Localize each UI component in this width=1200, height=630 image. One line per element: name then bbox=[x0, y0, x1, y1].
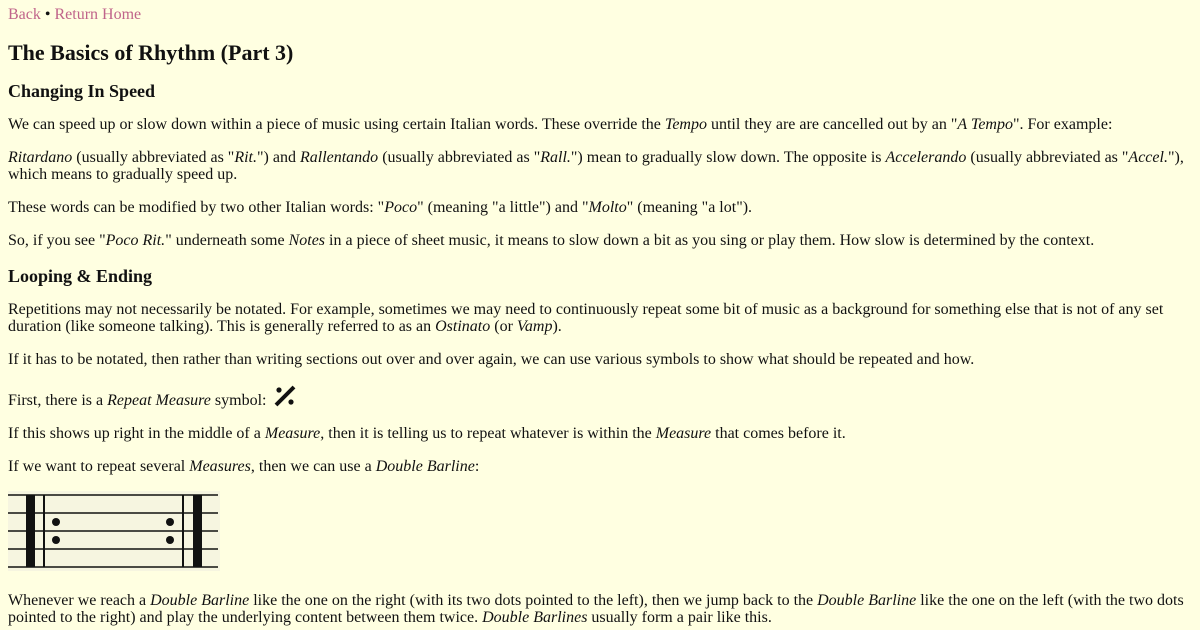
emphasized-term: Double Barline bbox=[150, 592, 250, 609]
emphasized-term: Accel. bbox=[1128, 149, 1168, 166]
paragraph bbox=[8, 232, 1192, 249]
emphasized-term: Notes bbox=[288, 232, 326, 249]
section-heading-changing-speed: Changing In Speed bbox=[8, 81, 156, 101]
text-run: in a piece of sheet music, it means to slow down a bit as you sing or play them. How slow is determined by the context. bbox=[325, 232, 1095, 249]
return-home-link[interactable]: Return Home bbox=[54, 6, 142, 23]
breadcrumb-separator: • bbox=[44, 6, 51, 23]
text-run: like the one on the right (with its two dots pointed to the left), then we jump back to the bbox=[249, 592, 818, 609]
page-title: The Basics of Rhythm (Part 3) bbox=[8, 40, 294, 65]
repeat-measure-icon bbox=[272, 384, 300, 408]
paragraph bbox=[8, 149, 1192, 183]
text-run: " underneath some bbox=[165, 232, 289, 249]
text-run: (usually abbreviated as " bbox=[966, 149, 1129, 166]
text-run: , then it is telling us to repeat whatever is within the bbox=[320, 425, 656, 442]
paragraph bbox=[8, 199, 1192, 216]
emphasized-term: A Tempo bbox=[957, 116, 1013, 133]
text-run: like the one on the left (with the two dots pointed to the right) and play the underlying content between them twice. bbox=[8, 592, 1184, 626]
text-run: that comes before it. bbox=[711, 425, 846, 442]
paragraph bbox=[8, 384, 1192, 409]
text-run: ") mean to gradually slow down. The opposite is bbox=[570, 149, 886, 166]
emphasized-term: Molto bbox=[588, 199, 627, 216]
text-run: First, there is a bbox=[8, 392, 108, 409]
double-barline-diagram bbox=[8, 491, 220, 571]
repeat-measure-sentence bbox=[8, 392, 270, 409]
text-run: ". For example: bbox=[1012, 116, 1113, 133]
text-run: " (meaning "a lot"). bbox=[626, 199, 753, 216]
emphasized-term: Measures bbox=[189, 458, 251, 475]
text-run: ") and bbox=[257, 149, 300, 166]
paragraph bbox=[8, 425, 1192, 442]
emphasized-term: Double Barlines bbox=[482, 609, 588, 626]
emphasized-term: Poco Rit. bbox=[105, 232, 166, 249]
text-run: , then we can use a bbox=[250, 458, 376, 475]
emphasized-term: Double Barline bbox=[817, 592, 917, 609]
section-heading-looping-ending: Looping & Ending bbox=[8, 266, 153, 286]
text-run: If we want to repeat several bbox=[8, 458, 190, 475]
emphasized-term: Poco bbox=[384, 199, 418, 216]
emphasized-term: Measure bbox=[655, 425, 712, 442]
text-run: If this shows up right in the middle of a bbox=[8, 425, 265, 442]
text-run: Whenever we reach a bbox=[8, 592, 151, 609]
paragraph bbox=[8, 458, 1192, 475]
paragraph bbox=[8, 592, 1192, 626]
text-run: ). bbox=[552, 318, 562, 335]
emphasized-term: Measure bbox=[264, 425, 321, 442]
emphasized-term: Repeat Measure bbox=[107, 392, 211, 409]
paragraph bbox=[8, 351, 1192, 368]
text-run: (usually abbreviated as " bbox=[378, 149, 541, 166]
breadcrumb bbox=[8, 5, 1192, 25]
text-run: usually form a pair like this. bbox=[587, 609, 772, 626]
text-run: These words can be modified by two other Italian words: " bbox=[8, 199, 385, 216]
paragraph bbox=[8, 301, 1192, 335]
emphasized-term: Accelerando bbox=[885, 149, 967, 166]
emphasized-term: Rit. bbox=[234, 149, 257, 166]
emphasized-term: Rall. bbox=[540, 149, 571, 166]
emphasized-term: Ostinato bbox=[435, 318, 491, 335]
paragraph bbox=[8, 116, 1192, 133]
emphasized-term: Ritardano bbox=[8, 149, 73, 166]
text-run: symbol: bbox=[210, 392, 271, 409]
text-run: "), which means to gradually speed up. bbox=[8, 149, 1184, 183]
back-link[interactable]: Back bbox=[8, 6, 41, 23]
emphasized-term: Double Barline bbox=[375, 458, 475, 475]
emphasized-term: Rallentando bbox=[299, 149, 379, 166]
text-run: (or bbox=[490, 318, 517, 335]
text-run: : bbox=[474, 458, 480, 475]
text-run: So, if you see " bbox=[8, 232, 106, 249]
text-run: Repetitions may not necessarily be notated. For example, sometimes we may need to continuously repeat some bit of music as a background for something else that is not of any set duration (like someone talking). This is generally referred to as an bbox=[8, 301, 1164, 335]
emphasized-term: Vamp bbox=[516, 318, 553, 335]
text-run: " (meaning "a little") and " bbox=[417, 199, 589, 216]
text-run: until they are are cancelled out by an " bbox=[706, 116, 958, 133]
text-run: If it has to be notated, then rather than writing sections out over and over again, we can use various symbols to show what should be repeated and how. bbox=[8, 351, 975, 368]
text-run: (usually abbreviated as " bbox=[72, 149, 235, 166]
text-run: We can speed up or slow down within a piece of music using certain Italian words. These override the bbox=[8, 116, 665, 133]
emphasized-term: Tempo bbox=[664, 116, 707, 133]
